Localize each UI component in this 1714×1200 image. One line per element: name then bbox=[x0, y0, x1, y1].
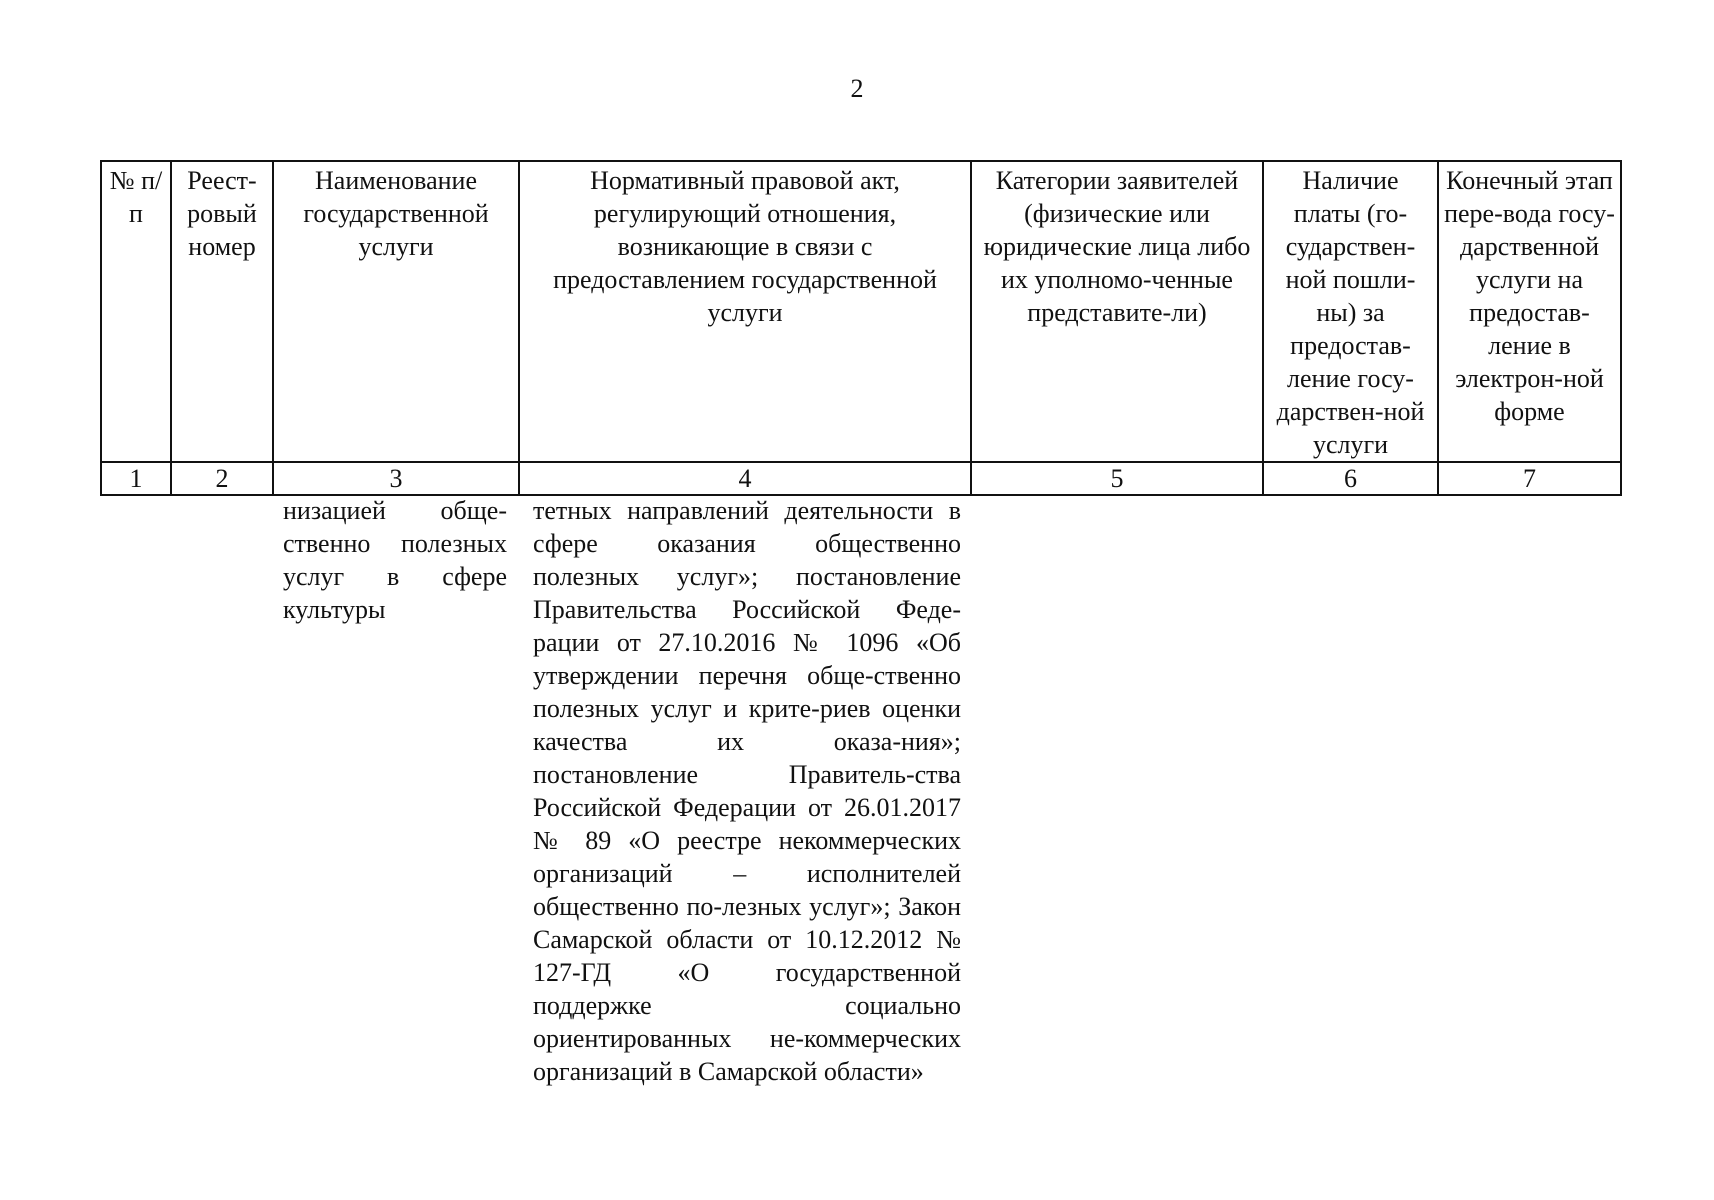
header-cell-applicant-categories: Категории заявителей (физические или юридические лица либо их уполномо-ченные представите-ли) bbox=[971, 161, 1263, 462]
header-cell-number: № п/п bbox=[101, 161, 171, 462]
header-cell-legal-act: Нормативный правовой акт, регулирующий отношения, возникающие в связи с предоставлением государственной услуги bbox=[519, 161, 971, 462]
column-number-cell: 7 bbox=[1438, 462, 1621, 495]
header-cell-fee: Наличие платы (го-сударствен-ной пошли-ны) за предостав-ление госу-дарствен-ной услуги bbox=[1263, 161, 1438, 462]
column-number-cell: 2 bbox=[171, 462, 273, 495]
registry-table bbox=[100, 160, 1622, 496]
page-number: 2 bbox=[850, 74, 864, 103]
continuation-legal-act: тетных направлений деятельности в сфере оказания общественно полезных услуг»; постановление Правительства Российской Феде-рации от 27.10.2016 № 1096 «Об утверждении перечня обще-ственно полезных услуг и крите-риев оценки качества их оказа-ния»; постановление Правитель-ства Российской Федерации от 26.01.2017 № 89 «О реестре некоммерческих организаций – исполнителей общественно по-лезных услуг»; Закон Самарской области от 10.12.2012 № 127-ГД «О государственной поддержке социально ориентированных не-коммерческих организаций в Самарской области» bbox=[533, 496, 961, 1086]
header-cell-service-name: Наименование государственной услуги bbox=[273, 161, 519, 462]
column-number-cell: 1 bbox=[101, 462, 171, 495]
header-cell-registry-number: Реест-ровый номер bbox=[171, 161, 273, 462]
column-number-cell: 6 bbox=[1263, 462, 1438, 495]
column-number-cell: 4 bbox=[519, 462, 971, 495]
column-number-row bbox=[101, 462, 1621, 495]
column-number-cell: 5 bbox=[971, 462, 1263, 495]
column-number-cell: 3 bbox=[273, 462, 519, 495]
header-cell-final-stage: Конечный этап пере-вода госу-дарственной услуги на предостав-ление в электрон-ной форме bbox=[1438, 161, 1621, 462]
continuation-service-name: низацией обще-ственно полезных услуг в сфере культуры bbox=[283, 496, 507, 624]
header-row bbox=[101, 161, 1621, 462]
